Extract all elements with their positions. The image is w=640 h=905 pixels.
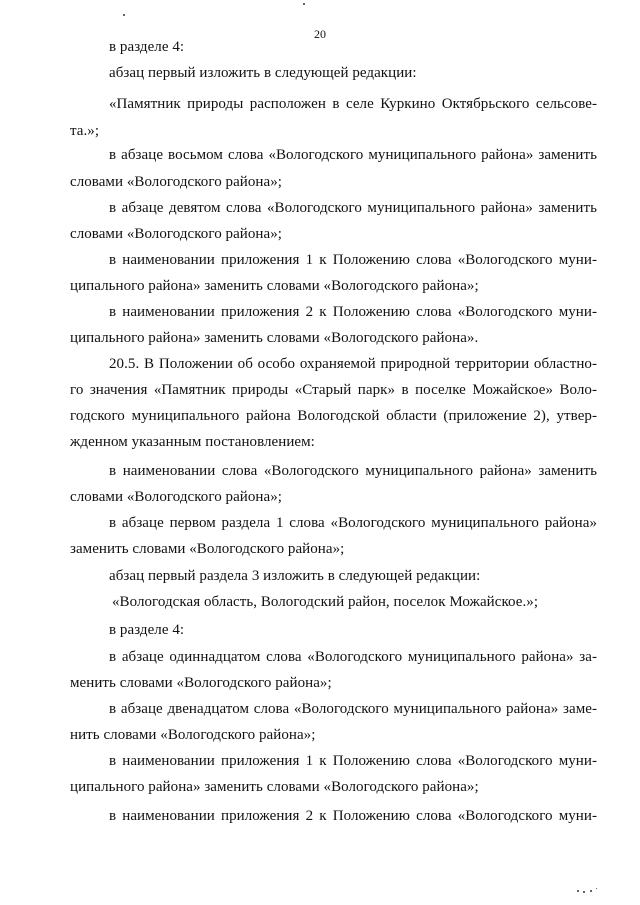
text-line: заменить словами «Вологодского района»; [70,541,345,557]
page-number: 20 [314,27,326,41]
text-line: ципального района» заменить словами «Вологодского района»; [70,278,479,294]
text-line: словами «Вологодского района»; [70,226,282,242]
text-line: 20.5. В Положении об особо охраняемой природной территории областно- [109,356,597,372]
text-line: годского муниципального района Вологодской области (приложение 2), утвер- [70,408,597,424]
text-line: в абзаце восьмом слова «Вологодского муниципального района» заменить [109,147,597,163]
scan-speck [577,890,579,892]
text-line: в абзаце первом раздела 1 слова «Вологодского муниципального района» [109,515,597,531]
text-line: словами «Вологодского района»; [70,174,282,190]
text-line: го значения «Памятник природы «Старый парк» в поселке Можайское» Воло- [70,382,597,398]
scan-speck [590,890,592,892]
text-line: в наименовании приложения 2 к Положению слова «Вологодского муни- [109,808,597,824]
text-line: ципального района» заменить словами «Вологодского района». [70,330,479,346]
scan-speck [583,891,585,893]
text-line: в разделе 4: [109,39,185,55]
text-line: в абзаце девятом слова «Вологодского муниципального района» заменить [109,200,597,216]
scan-speck [123,14,125,16]
text-line: в разделе 4: [109,622,185,638]
text-line: словами «Вологодского района»; [70,489,282,505]
text-line: абзац первый раздела 3 изложить в следующей редакции: [109,568,481,584]
text-line: в наименовании приложения 2 к Положению слова «Вологодского муни- [109,304,597,320]
text-line: та.»; [70,123,100,139]
text-line: нить словами «Вологодского района»; [70,727,316,743]
text-line: «Памятник природы расположен в селе Куркино Октябрьского сельсове- [109,96,597,112]
text-line: абзац первый изложить в следующей редакции: [109,65,417,81]
scan-speck [596,888,597,889]
text-line: менить словами «Вологодского района»; [70,675,332,691]
scan-speck [303,3,305,5]
text-line: в абзаце одиннадцатом слова «Вологодского муниципального района» за- [109,649,597,665]
text-line: в наименовании слова «Вологодского муниципального района» заменить [109,463,597,479]
text-line: жденном указанным постановлением: [70,434,315,450]
text-line: в абзаце двенадцатом слова «Вологодского муниципального района» заме- [109,701,597,717]
text-line: в наименовании приложения 1 к Положению слова «Вологодского муни- [109,252,597,268]
text-line: в наименовании приложения 1 к Положению слова «Вологодского муни- [109,753,597,769]
text-line: ципального района» заменить словами «Вологодского района»; [70,779,479,795]
text-line: «Вологодская область, Вологодский район, поселок Можайское.»; [112,594,539,610]
